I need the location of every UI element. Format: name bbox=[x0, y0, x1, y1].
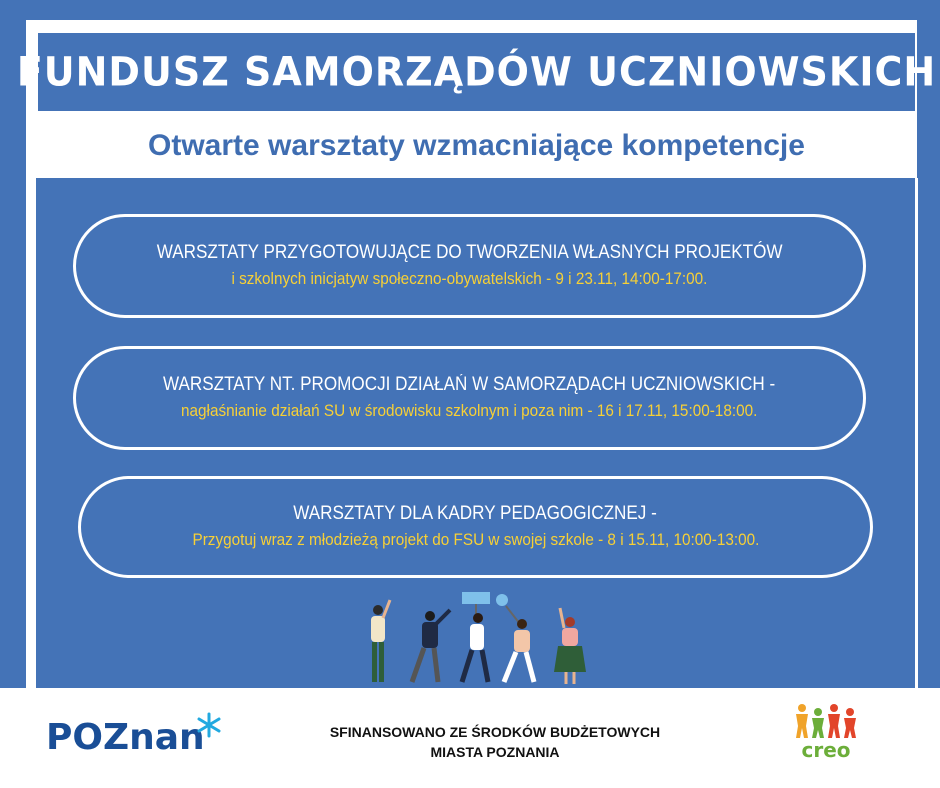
workshop-card bbox=[78, 476, 873, 578]
workshop-card bbox=[73, 214, 866, 318]
workshop-title: WARSZTATY NT. PROMOCJI DZIAŁAŃ W SAMORZĄDACH UCZNIOWSKICH - bbox=[163, 374, 776, 395]
person-figure bbox=[371, 600, 390, 682]
group-of-activists-illustration bbox=[350, 588, 590, 688]
page-title: FUNDUSZ SAMORZĄDÓW UCZNIOWSKICH bbox=[16, 48, 937, 96]
person-figure bbox=[462, 613, 488, 682]
white-frame-right bbox=[915, 178, 918, 688]
person-figure bbox=[412, 610, 450, 682]
creo-logo bbox=[786, 702, 866, 766]
workshop-card bbox=[73, 346, 866, 450]
poznan-logo bbox=[46, 716, 236, 760]
poznan-logo-text: POZnan bbox=[46, 717, 205, 758]
funding-line: SFINANSOWANO ZE ŚRODKÓW BUDŻETOWYCH bbox=[329, 724, 661, 740]
workshop-title: WARSZTATY DLA KADRY PEDAGOGICZNEJ - bbox=[293, 503, 658, 524]
person-figure bbox=[554, 608, 586, 684]
funding-line: MIASTA POZNANIA bbox=[430, 744, 560, 760]
workshop-title: WARSZTATY PRZYGOTOWUJĄCE DO TWORZENIA WŁASNYCH PROJEKTÓW bbox=[156, 242, 783, 263]
people-figures-icon bbox=[786, 702, 866, 740]
creo-logo-text: creo bbox=[801, 738, 851, 762]
title-banner bbox=[16, 33, 937, 111]
funding-statement bbox=[270, 722, 720, 762]
white-frame-left bbox=[26, 178, 36, 688]
workshop-detail: i szkolnych inicjatyw społeczno-obywatelskich - 9 i 23.11, 14:00-17:00. bbox=[231, 269, 708, 288]
page-subtitle: Otwarte warsztaty wzmacniające kompetencje bbox=[148, 129, 805, 162]
workshop-detail: Przygotuj wraz z młodzieżą projekt do FSU w swojej szkole - 8 i 15.11, 10:00-13:00. bbox=[192, 530, 759, 549]
banner-sign bbox=[462, 592, 490, 604]
star-icon bbox=[196, 712, 222, 738]
workshop-detail: nagłaśnianie działań SU w środowisku szkolnym i poza nim - 16 i 17.11, 15:00-18:00. bbox=[181, 401, 758, 420]
round-sign bbox=[496, 594, 508, 606]
person-figure bbox=[504, 619, 534, 682]
footer bbox=[0, 688, 940, 788]
